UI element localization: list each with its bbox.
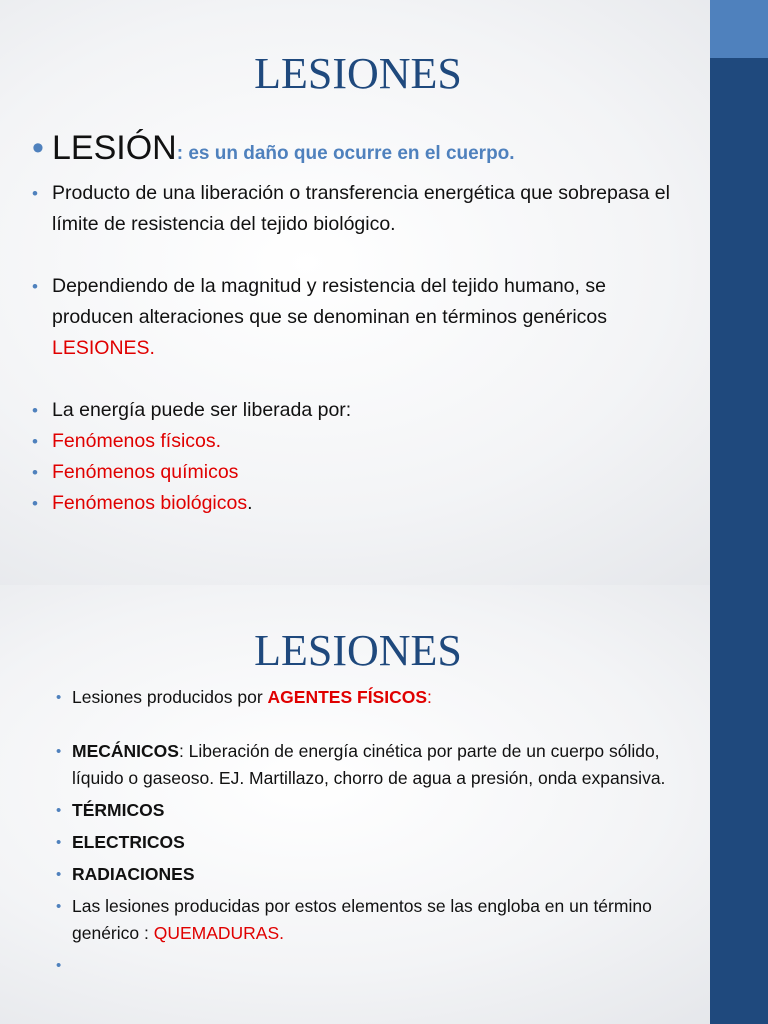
lesion-colon: : (176, 143, 184, 164)
bullet-icon: • (32, 494, 38, 513)
item-text: RADIACIONES (72, 864, 195, 884)
slide-2-bullet-list (56, 684, 696, 984)
item-colon: : (427, 687, 432, 707)
list-item-mecanicos (56, 738, 696, 792)
bullet-icon: • (32, 129, 44, 167)
item-text: Fenómenos biológicos (52, 492, 248, 514)
item-text: Dependiendo de la magnitud y resistencia del tejido humano, se producen alteraciones que se denominan en términos genéricos (52, 275, 608, 328)
slide-2-title: LESIONES (254, 626, 462, 675)
slide-2 (0, 585, 768, 1024)
item-text: TÉRMICOS (72, 800, 165, 820)
list-item-agentes-fisicos (56, 684, 696, 711)
item-text: Fenómenos químicos (52, 461, 239, 483)
list-item-producto (32, 178, 692, 240)
quemaduras-highlight: QUEMADURAS. (153, 923, 285, 943)
item-text: ELECTRICOS (72, 832, 185, 852)
mecanicos-term: MECÁNICOS (72, 741, 179, 761)
bullet-icon: • (56, 802, 62, 819)
list-item-dependiendo (32, 271, 692, 364)
bullet-icon: • (56, 834, 62, 851)
lesion-term: LESIÓN (52, 129, 177, 167)
bullet-icon: • (32, 401, 38, 420)
list-item-termicos (56, 797, 696, 824)
list-item-energia (32, 395, 692, 426)
item-period: . (247, 492, 253, 514)
side-accent-bar (710, 585, 768, 1024)
lesiones-highlight: LESIONES. (52, 337, 155, 359)
bullet-icon: • (32, 277, 38, 296)
bullet-icon: • (56, 866, 62, 883)
bullet-icon: • (32, 432, 38, 451)
item-text: Lesiones producidos por (72, 687, 268, 707)
item-text: Las lesiones producidas por estos elementos se las engloba en un término genérico : (72, 896, 652, 943)
item-text: : Liberación de energía cinética por parte de un cuerpo sólido, líquido o gaseoso. EJ. Martillazo, chorro de agua a presión, onda expansiva. (72, 741, 666, 788)
lesion-definition: es un daño que ocurre en el cuerpo. (183, 143, 515, 164)
bullet-icon: • (32, 463, 38, 482)
bullet-icon: • (56, 957, 62, 974)
list-item-fenomenos-quimicos (32, 457, 692, 488)
item-text: Producto de una liberación o transferencia energética que sobrepasa el límite de resistencia del tejido biológico. (52, 182, 670, 235)
bullet-icon: • (56, 689, 62, 706)
list-item-quemaduras (56, 893, 696, 947)
side-accent-block (710, 0, 768, 58)
bullet-icon: • (32, 184, 38, 203)
list-item-empty (56, 952, 696, 979)
slide-1-bullet-list (32, 128, 692, 519)
list-item-radiaciones (56, 861, 696, 888)
bullet-icon: • (56, 898, 62, 915)
agentes-fisicos-highlight: AGENTES FÍSICOS (267, 687, 428, 707)
list-item-lesion (32, 128, 692, 174)
list-item-electricos (56, 829, 696, 856)
item-text: Fenómenos físicos. (52, 430, 222, 452)
slide-1-title: LESIONES (254, 49, 462, 98)
side-accent-bar (710, 0, 768, 585)
list-item-fenomenos-biologicos (32, 488, 692, 519)
list-item-fenomenos-fisicos (32, 426, 692, 457)
item-text: La energía puede ser liberada por: (52, 399, 352, 421)
bullet-icon: • (56, 743, 62, 760)
